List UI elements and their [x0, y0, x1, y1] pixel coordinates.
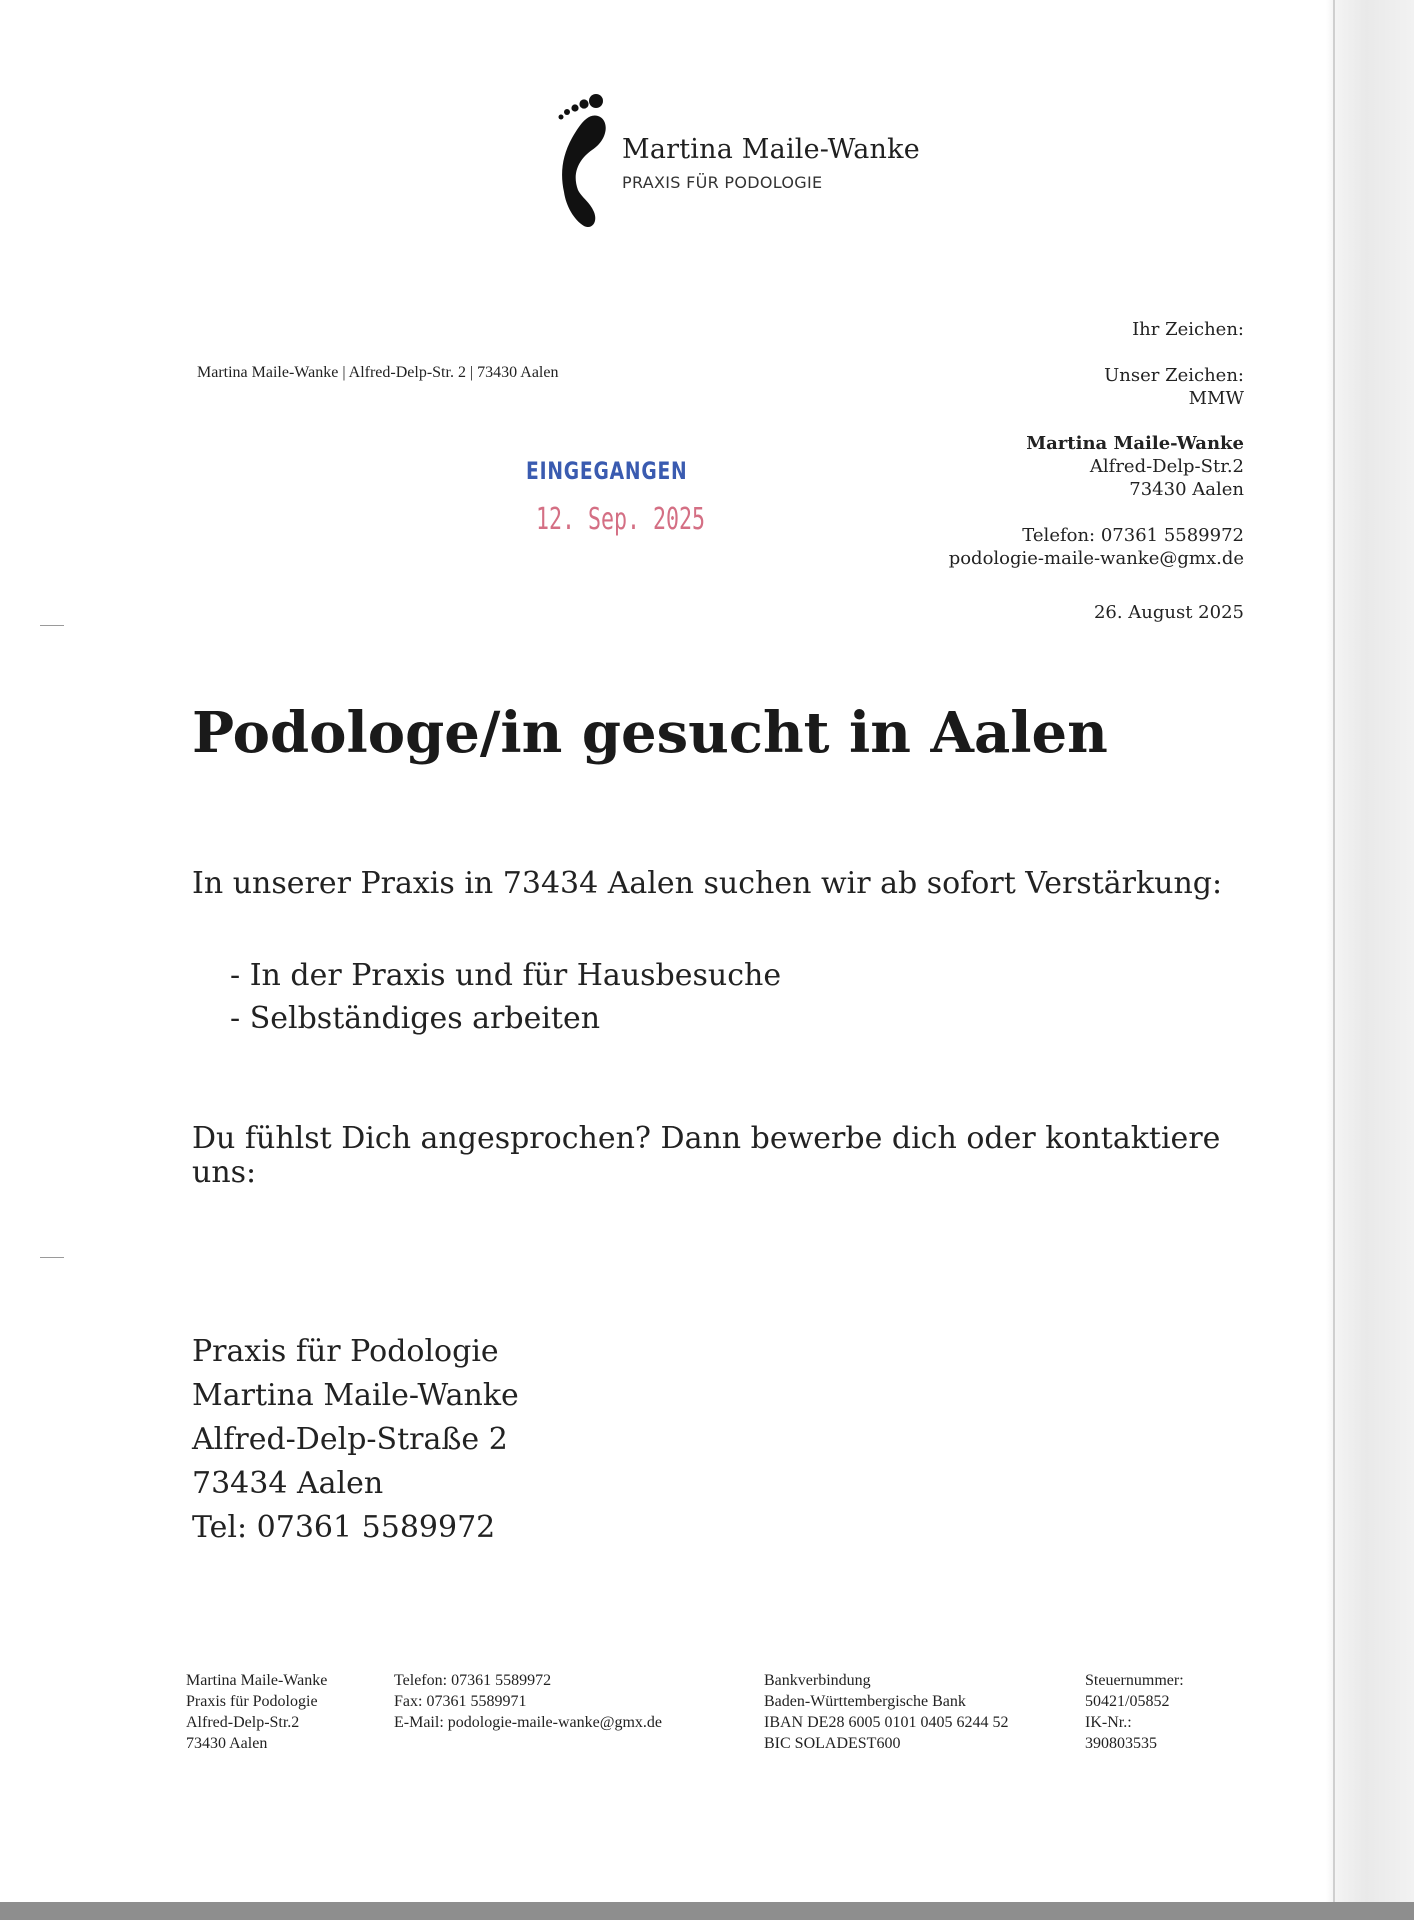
contact-block: [1026, 432, 1244, 501]
received-stamp-date: 12. Sep. 2025: [536, 502, 706, 537]
letter-date: [1094, 601, 1244, 624]
scan-edge-line: [1333, 0, 1335, 1920]
contact-address-line: Alfred-Delp-Straße 2: [192, 1422, 508, 1457]
fold-mark-top: [40, 625, 64, 626]
footer-tax: [1085, 1670, 1184, 1754]
letter-date-text: 26. August 2025: [1093, 602, 1244, 623]
ihr-zeichen-label: Ihr Zeichen:: [1132, 319, 1244, 340]
unser-zeichen-label: Unser Zeichen:: [1104, 365, 1244, 386]
requirements-list: [230, 954, 781, 1040]
contact-email: podologie-maile-wanke@gmx.de: [948, 548, 1244, 569]
footer-line: 73430 Aalen: [186, 1735, 268, 1752]
footer-line: E-Mail: podologie-maile-wanke@gmx.de: [394, 1714, 662, 1731]
contact-address-line: Martina Maile-Wanke: [192, 1378, 519, 1413]
footer-line: Steuernummer:: [1085, 1672, 1184, 1689]
contact-address-line: Tel: 07361 5589972: [192, 1510, 496, 1545]
footer-line: Praxis für Podologie: [186, 1693, 318, 1710]
letterhead-subtitle: PRAXIS FÜR PODOLOGIE: [622, 173, 823, 192]
contact-address-line: Praxis für Podologie: [192, 1334, 499, 1369]
scan-edge-shadow: [1326, 0, 1414, 1920]
page-title: Podologe/in gesucht in Aalen: [192, 700, 1108, 766]
contact-address: [192, 1330, 519, 1550]
contact-city: 73430 Aalen: [1129, 479, 1244, 500]
fold-mark-bottom: [40, 1257, 64, 1258]
footer-bank: [764, 1670, 1008, 1754]
footer-line: 50421/05852: [1085, 1693, 1170, 1710]
unser-zeichen-block: [1104, 364, 1244, 410]
footprint-icon: [548, 94, 614, 234]
intro-paragraph: In unserer Praxis in 73434 Aalen suchen wir ab sofort Verstärkung:: [192, 866, 1223, 901]
footer-line: Fax: 07361 5589971: [394, 1693, 527, 1710]
contact-street: Alfred-Delp-Str.2: [1089, 456, 1244, 477]
unser-zeichen-value: MMW: [1188, 388, 1244, 409]
list-item: - In der Praxis und für Hausbesuche: [230, 954, 781, 997]
contact-phone: Telefon: 07361 5589972: [1022, 525, 1244, 546]
scan-bottom-band: [0, 1902, 1414, 1920]
contact-address-line: 73434 Aalen: [192, 1466, 384, 1501]
sender-return-address: Martina Maile-Wanke | Alfred-Delp-Str. 2 | 73430 Aalen: [197, 364, 559, 381]
call-to-action: Du fühlst Dich angesprochen? Dann bewerbe dich oder kontaktiere uns:: [192, 1121, 1221, 1190]
received-stamp-text: EINGEGANGEN: [526, 457, 688, 485]
footer-line: Bankverbindung: [764, 1672, 871, 1689]
footer-line: Martina Maile-Wanke: [186, 1672, 328, 1689]
footer-communication: [394, 1670, 662, 1733]
footer-line: Baden-Württembergische Bank: [764, 1693, 966, 1710]
letterhead-name: Martina Maile-Wanke: [622, 134, 920, 165]
list-item: - Selbständiges arbeiten: [230, 997, 781, 1040]
footer-line: Alfred-Delp-Str.2: [186, 1714, 300, 1731]
footer-line: IBAN DE28 6005 0101 0405 6244 52: [764, 1714, 1009, 1731]
footer-line: IK-Nr.:: [1085, 1714, 1132, 1731]
reference-block: [1132, 318, 1244, 341]
footer-line: Telefon: 07361 5589972: [394, 1672, 552, 1689]
footer-address: [186, 1670, 327, 1754]
footer-line: BIC SOLADEST600: [764, 1735, 901, 1752]
contact-name: Martina Maile-Wanke: [1026, 433, 1244, 454]
footer-line: 390803535: [1085, 1735, 1157, 1752]
contact-comm-block: [949, 524, 1244, 570]
